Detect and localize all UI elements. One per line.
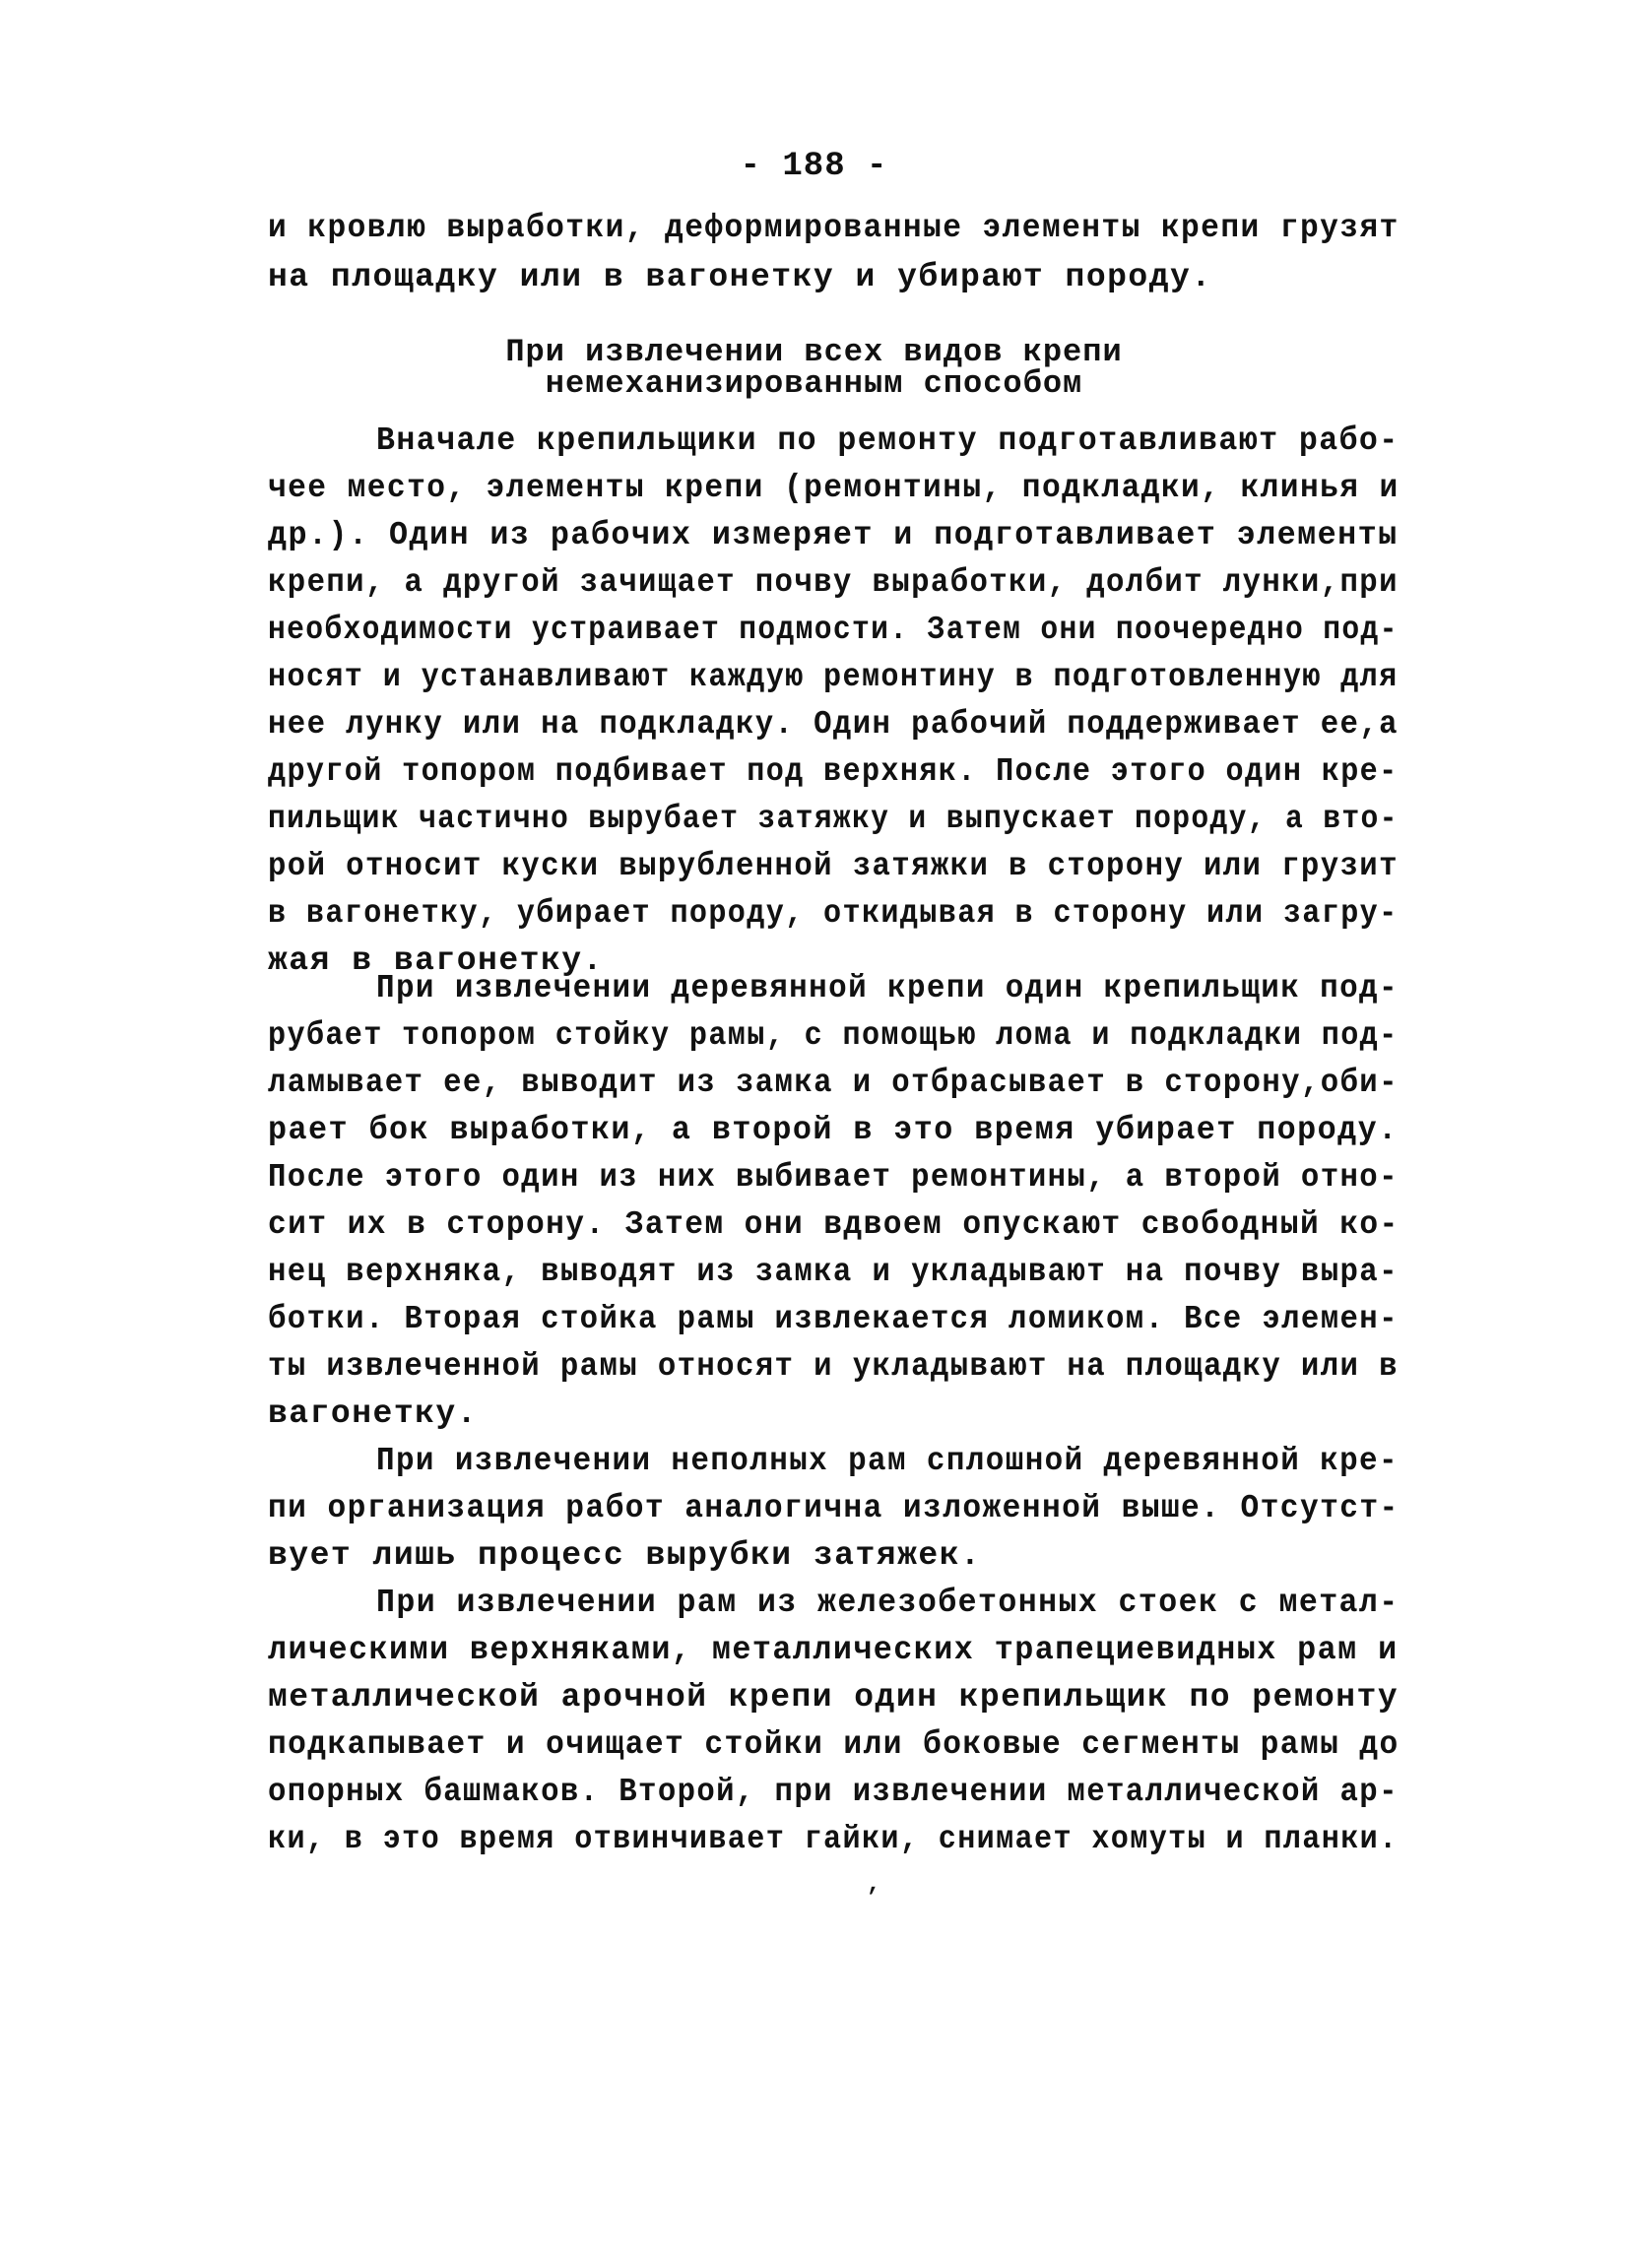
paragraph-line: рает бок выработки, а второй в это время убирает породу.: [268, 1112, 1399, 1148]
paragraph-line: При извлечении неполных рам сплошной деревянной кре-: [376, 1443, 1399, 1479]
paragraph-line: вует лишь процесс вырубки затяжек.: [268, 1537, 982, 1574]
intro-line: и кровлю выработки, деформированные элементы крепи грузят: [268, 210, 1400, 246]
paragraph-line: крепи, а другой зачищает почву выработки, долбит лунки,при: [268, 564, 1399, 601]
paragraph-line: вагонетку.: [268, 1395, 479, 1432]
paragraph-line: нец верхняка, выводят из замка и укладывают на почву выра-: [268, 1254, 1399, 1290]
paragraph-line: При извлечении рам из железобетонных стоек с метал-: [376, 1585, 1400, 1621]
paragraph-line: металлической арочной крепи один крепильщик по ремонту: [268, 1679, 1400, 1716]
paragraph-line: др.). Один из рабочих измеряет и подготавливает элементы: [268, 517, 1399, 553]
paragraph-line: После этого один из них выбивает ремонтины, а второй отно-: [268, 1159, 1399, 1196]
paragraph-line: опорных башмаков. Второй, при извлечении металлической ар-: [268, 1774, 1399, 1810]
paragraph-line: ки, в это время отвинчивает гайки, снимает хомуты и планки.: [268, 1821, 1399, 1857]
paragraph-line: рубает топором стойку рамы, с помощью лома и подкладки под-: [268, 1017, 1399, 1054]
paragraph-line: Вначале крепильщики по ремонту подготавливают рабо-: [376, 422, 1400, 459]
paragraph-line: ты извлеченной рамы относят и укладывают на площадку или в: [268, 1348, 1399, 1385]
paragraph-line: жая в вагонетку.: [268, 942, 604, 979]
paragraph-line: ботки. Вторая стойка рамы извлекается ломиком. Все элемен-: [268, 1301, 1399, 1337]
paragraph-line: ламывает ее, выводит из замка и отбрасывает в сторону,оби-: [268, 1065, 1399, 1101]
paragraph-line: чее место, элементы крепи (ремонтины, подкладки, клинья и: [268, 470, 1400, 506]
page-number: - 188 -: [740, 148, 888, 185]
paragraph-line: в вагонетку, убирает породу, откидывая в сторону или загру-: [268, 895, 1399, 932]
section-heading-line: При извлечении всех видов крепи: [505, 334, 1123, 370]
paragraph-line: пи организация работ аналогична изложенной выше. Отсутст-: [268, 1490, 1400, 1526]
paragraph-line: лическими верхняками, металлических трапециевидных рам и: [268, 1632, 1399, 1668]
paragraph-line: пильщик частично вырубает затяжку и выпускает породу, а вто-: [268, 801, 1399, 837]
paragraph-line: сит их в сторону. Затем они вдвоем опускают свободный ко-: [268, 1206, 1400, 1243]
stray-mark: ,: [867, 1871, 881, 1898]
paragraph-line: другой топором подбивает под верхняк. После этого один кре-: [268, 753, 1399, 790]
paragraph-line: подкапывает и очищает стойки или боковые сегменты рамы до: [268, 1726, 1400, 1763]
paragraph-line: необходимости устраивает подмости. Затем они поочередно под-: [268, 612, 1399, 648]
section-heading-line: немеханизированным способом: [545, 365, 1083, 402]
paragraph-line: нее лунку или на подкладку. Один рабочий поддерживает ее,а: [268, 706, 1399, 743]
paragraph-line: При извлечении деревянной крепи один крепильщик под-: [376, 970, 1399, 1006]
paragraph-line: рой относит куски вырубленной затяжки в сторону или грузит: [268, 848, 1399, 884]
intro-line: на площадку или в вагонетку и убирают породу.: [268, 259, 1212, 295]
paragraph-line: носят и устанавливают каждую ремонтину в подготовленную для: [268, 659, 1399, 695]
